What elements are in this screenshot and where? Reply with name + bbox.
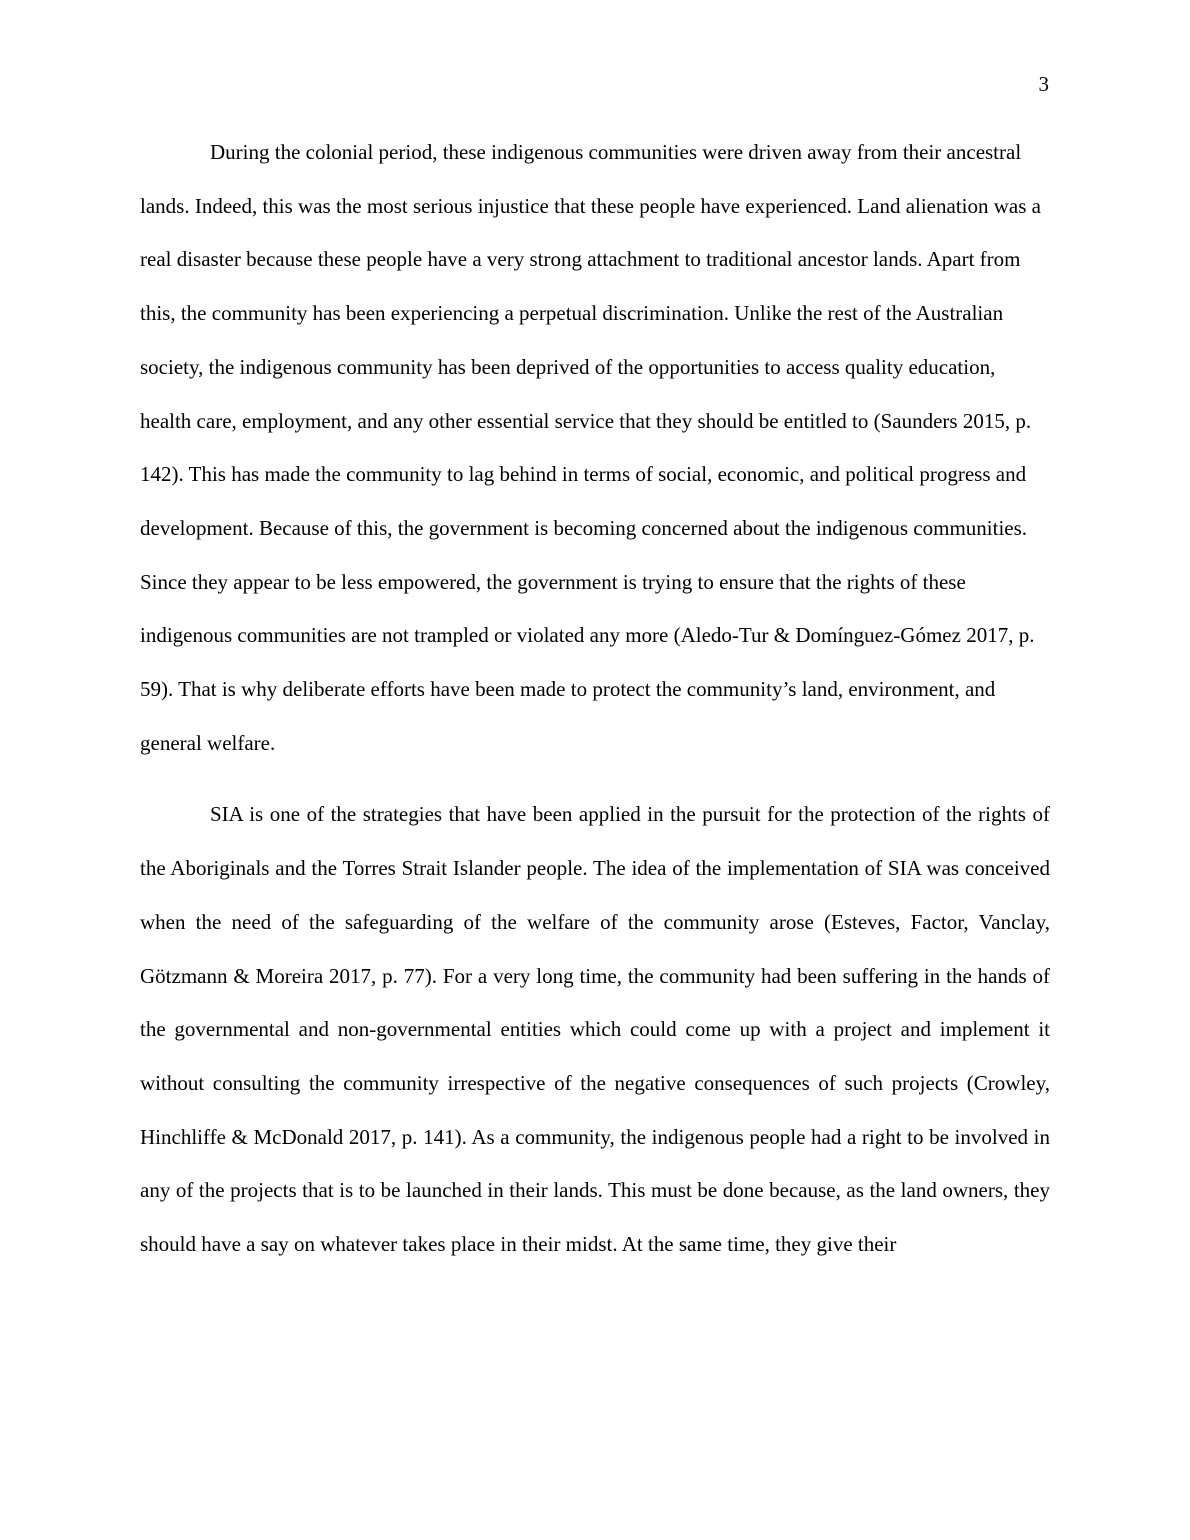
page-number: 3 bbox=[1038, 72, 1049, 96]
document-body bbox=[140, 126, 1050, 1272]
paragraph-sia-strategy: SIA is one of the strategies that have been applied in the pursuit for the protection of the rights of the Aboriginals and the Torres Strait Islander people. The idea of the implementation of SIA was conceived when the need of the safeguarding of the welfare of the community arose (Esteves, Factor, Vanclay, Götzmann & Moreira 2017, p. 77). For a very long time, the community had been suffering in the hands of the governmental and non-governmental entities which could come up with a project and implement it without consulting the community irrespective of the negative consequences of such projects (Crowley, Hinchliffe & McDonald 2017, p. 141). As a community, the indigenous people had a right to be involved in any of the projects that is to be launched in their lands. This must be done because, as the land owners, they should have a say on whatever takes place in their midst. At the same time, they give their bbox=[140, 802, 1050, 1257]
paragraph-colonial-period: During the colonial period, these indigenous communities were driven away from their ancestral lands. Indeed, this was the most serious injustice that these people have experienced. Land alienation was a real disaster because these people have a very strong attachment to traditional ancestor lands. Apart from this, the community has been experiencing a perpetual discrimination. Unlike the rest of the Australian society, the indigenous community has been deprived of the opportunities to access quality education, health care, employment, and any other essential service that they should be entitled to (Saunders 2015, p. 142). This has made the community to lag behind in terms of social, economic, and political progress and development. Because of this, the government is becoming concerned about the indigenous communities. Since they appear to be less empowered, the government is trying to ensure that the rights of these indigenous communities are not trampled or violated any more (Aledo-Tur & Domínguez-Gómez 2017, p. 59). That is why deliberate efforts have been made to protect the community’s land, environment, and general welfare. bbox=[140, 140, 1041, 755]
